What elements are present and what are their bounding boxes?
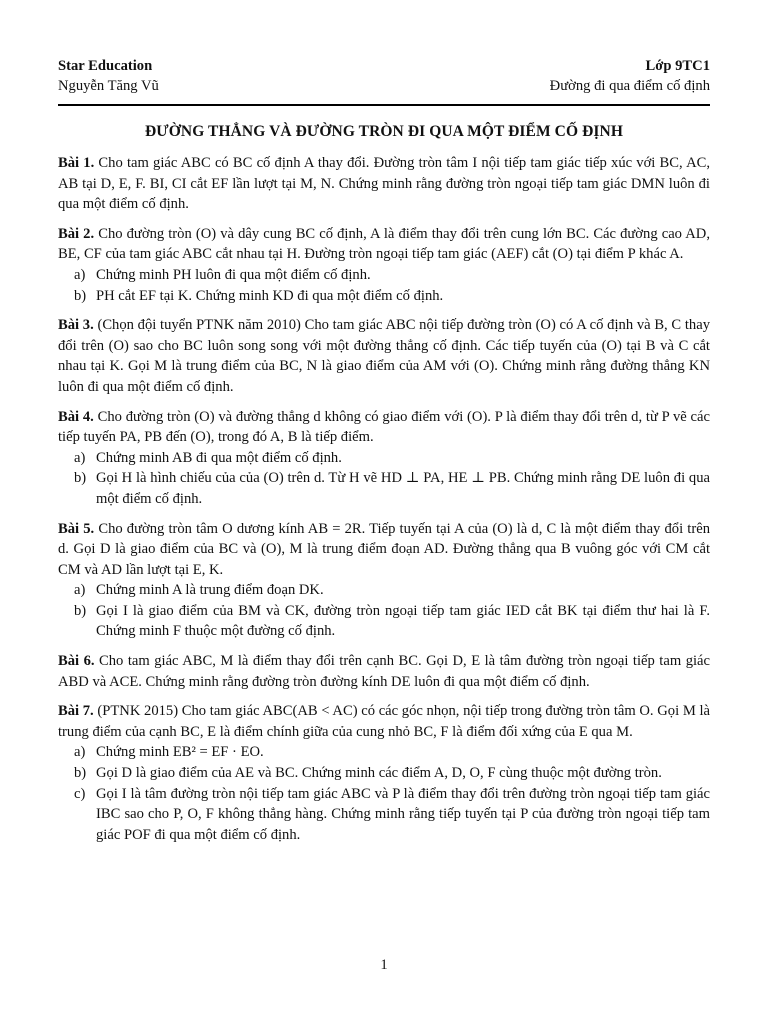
problem-subitem [58,601,710,642]
subitem-marker: c) [74,785,86,802]
document-title: ĐƯỜNG THẲNG VÀ ĐƯỜNG TRÒN ĐI QUA MỘT ĐIỂM CỐ ĐỊNH [145,123,623,140]
problem-subitem [58,580,710,601]
problem-label: Bài 3. [58,317,94,334]
subitem-text: Chứng minh EB² = EF · EO. [96,744,264,761]
problem-1 [58,153,710,215]
subitem-text: Gọi H là hình chiếu của của (O) trên d. Từ H vẽ HD ⊥ PA, HE ⊥ PB. Chứng minh rằng DE luôn đi qua một điểm cố định. [96,470,710,507]
subitem-text: Gọi D là giao điểm của AE và BC. Chứng minh các điểm A, D, O, F cùng thuộc một đường tròn. [96,765,662,782]
header-topic: Đường đi qua điểm cố định [549,78,710,94]
page-number: 1 [380,957,388,973]
problem-subitem [58,286,710,307]
header-row-2 [58,76,710,96]
subitem-text: Chứng minh PH luôn đi qua một điểm cố định. [96,266,371,283]
subitem-marker: a) [74,449,86,466]
problem-4 [58,407,710,510]
subitem-marker: a) [74,266,86,283]
problem-statement [58,701,710,742]
problem-statement [58,519,710,581]
header-school: Star Education [58,58,153,74]
problem-label: Bài 1. [58,155,95,171]
document-page [58,56,710,854]
problem-statement [58,407,710,448]
header-author: Nguyễn Tăng Vũ [58,78,159,94]
subitem-marker: a) [74,744,86,761]
subitem-text: Gọi I là giao điểm của BM và CK, đường tròn ngoại tiếp tam giác IED cắt BK tại điểm thư hai là F. Chứng minh F thuộc một đường cố định. [96,602,710,640]
problem-2 [58,224,710,306]
header-rule [58,104,710,106]
subitem-text: Chứng minh A là trung điểm đoạn DK. [96,582,324,599]
problem-label: Bài 5. [58,520,95,537]
subitem-marker: a) [74,582,86,599]
problem-statement [58,224,710,265]
problem-text: Cho tam giác ABC, M là điểm thay đổi trên cạnh BC. Gọi D, E là tâm đường tròn ngoại tiếp tam giác ABD và ACE. Chứng minh rằng đường tròn đường kính DE luôn đi qua một điểm cố định. [58,653,710,690]
problem-statement [58,651,710,692]
subitem-marker: b) [74,287,87,304]
subitem-marker: b) [74,470,87,487]
subitem-text: Chứng minh AB đi qua một điểm cố định. [96,449,342,466]
subitem-text: Gọi I là tâm đường tròn nội tiếp tam giác ABC và P là điểm thay đổi trên đường tròn ngoại tiếp tam giác IBC sao cho P, O, F không thẳng hàng. Chứng minh rằng tiếp tuyến tại P của đường tròn ngoại tiếp tam giác POF đi qua một điểm cố định. [96,785,710,843]
problem-label: Bài 4. [58,408,94,425]
problem-text: Cho tam giác ABC có BC cố định A thay đổi. Đường tròn tâm I nội tiếp tam giác tiếp xúc với BC, AC, AB tại D, E, F. BI, CI cắt EF lần lượt tại M, N. Chứng minh rằng đường tròn ngoại tiếp tam giác DMN luôn đi qua một điểm cố định. [58,155,710,213]
subitem-marker: b) [74,765,87,782]
problem-label: Bài 2. [58,225,95,242]
subitem-text: PH cắt EF tại K. Chứng minh KD đi qua một điểm cố định. [96,287,444,304]
problem-statement [58,153,710,215]
header-row-1 [58,56,710,76]
problem-statement [58,315,710,397]
problem-text: Cho đường tròn (O) và dây cung BC cố định, A là điểm thay đổi trên cung lớn BC. Các đường cao AD, BE, CF của tam giác ABC cắt nhau tại H. Đường tròn ngoại tiếp tam giác (AEF) cắt (O) tại điểm P khác A. [58,225,710,263]
problem-subitem [58,742,710,763]
subitem-marker: b) [74,602,87,619]
problem-3 [58,315,710,397]
problem-list [58,153,710,845]
problem-subitem [58,763,710,784]
problem-text: Cho đường tròn (O) và đường thẳng d không có giao điểm với (O). P là điểm thay đổi trên d, từ P vẽ các tiếp tuyến PA, PB đến (O), trong đó A, B là tiếp điểm. [58,408,710,446]
problem-subitem [58,468,710,509]
header-class: Lớp 9TC1 [645,58,710,74]
problem-subitem [58,265,710,286]
problem-6 [58,651,710,692]
problem-text: (PTNK 2015) Cho tam giác ABC(AB < AC) có các góc nhọn, nội tiếp trong đường tròn tâm O. Gọi M là trung điểm của cạnh BC, E là điểm chính giữa của cung nhỏ BC, F là điểm đối xứng của E qua M. [58,703,710,740]
problem-label: Bài 7. [58,703,94,720]
problem-subitem [58,784,710,846]
problem-text: (Chọn đội tuyển PTNK năm 2010) Cho tam giác ABC nội tiếp đường tròn (O) có A cố định và B, C thay đổi trên (O) sao cho BC luôn song song với một đường thẳng cố định. Các tiếp tuyến của (O) tại B và C cắt nhau tại K. Gọi M là trung điểm của BC, N là giao điểm của AM với (O). Chứng minh rằng đường thẳng KN luôn đi qua một điểm cố định. [58,317,710,395]
problem-subitem [58,448,710,469]
problem-5 [58,519,710,643]
problem-7 [58,701,710,845]
problem-label: Bài 6. [58,653,95,670]
problem-text: Cho đường tròn tâm O dương kính AB = 2R. Tiếp tuyến tại A của (O) là d, C là một điểm thay đổi trên d. Gọi D là giao điểm của BC và (O), M là trung điểm đoạn AD. Đường thẳng qua B vuông góc với CM cắt CM và AD lần lượt tại E, K. [58,520,710,578]
